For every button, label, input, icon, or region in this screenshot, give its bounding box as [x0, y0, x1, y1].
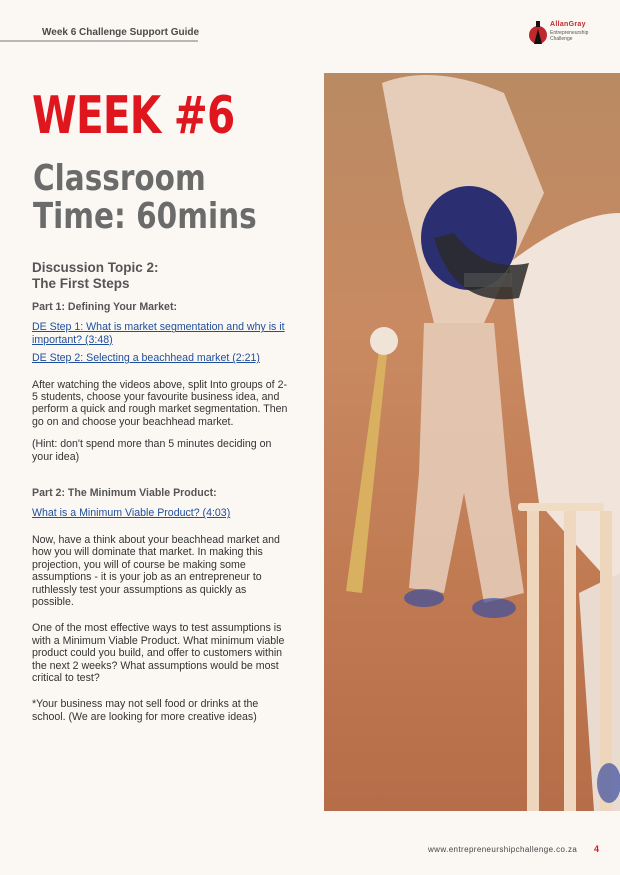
- classroom-line-2: Time: 60mins: [33, 196, 257, 237]
- footer-url[interactable]: www.entrepreneurshipchallenge.co.za: [428, 845, 578, 854]
- logo: [528, 20, 608, 50]
- classroom-line-1: Classroom: [33, 158, 206, 199]
- part1-heading: Part 1: Defining Your Market:: [32, 301, 178, 313]
- page-number: 4: [594, 844, 600, 854]
- video-link-mvp[interactable]: What is a Minimum Viable Product? (4:03): [32, 507, 231, 520]
- part2-heading: Part 2: The Minimum Viable Product:: [32, 487, 217, 500]
- cricket-photo: [324, 73, 620, 811]
- part2-paragraph-2: One of the most effective ways to test assumptions is with a Minimum Viable Product. What minimum viable product could you build, and offer to customers within the next 2 weeks? What assumptions would be most critical to test?: [32, 622, 285, 684]
- logo-name: AllanGray: [550, 21, 586, 28]
- logo-mark-icon: [528, 20, 548, 46]
- header-rule: [0, 40, 198, 42]
- main-content: [32, 301, 290, 733]
- week-title: WEEK #6: [32, 86, 235, 146]
- topic-line-2: The First Steps: [32, 276, 130, 291]
- cricket-illustration: [324, 73, 620, 811]
- topic-line-1: Discussion Topic 2:: [32, 260, 159, 275]
- part1-hint: (Hint: don't spend more than 5 minutes deciding on your idea): [32, 438, 272, 463]
- section-gap: [32, 473, 290, 487]
- discussion-topic: [32, 260, 302, 292]
- classroom-time: [33, 160, 257, 236]
- part2-paragraph-3: *Your business may not sell food or drinks at the school. (We are looking for more creative ideas): [32, 698, 259, 723]
- part2-paragraph-1: Now, have a think about your beachhead market and how you will dominate that market. In making this projection, you will of course be making some assumptions - it is your job as an entrepreneur to ruthlessly test your assumptions as quickly as possible.: [32, 533, 280, 608]
- logo-subtitle: Entrepreneurship Challenge: [550, 30, 589, 42]
- header-title: Week 6 Challenge Support Guide: [42, 27, 200, 38]
- video-link-segmentation[interactable]: DE Step 1: What is market segmentation and why is it important? (3:48): [32, 321, 285, 346]
- part1-paragraph: After watching the videos above, split Into groups of 2-5 students, choose your favourite business idea, and perform a quick and rough market segmentation. Then go on and choose your beachhead market.: [32, 378, 288, 428]
- video-link-beachhead[interactable]: DE Step 2: Selecting a beachhead market (2:21): [32, 352, 260, 365]
